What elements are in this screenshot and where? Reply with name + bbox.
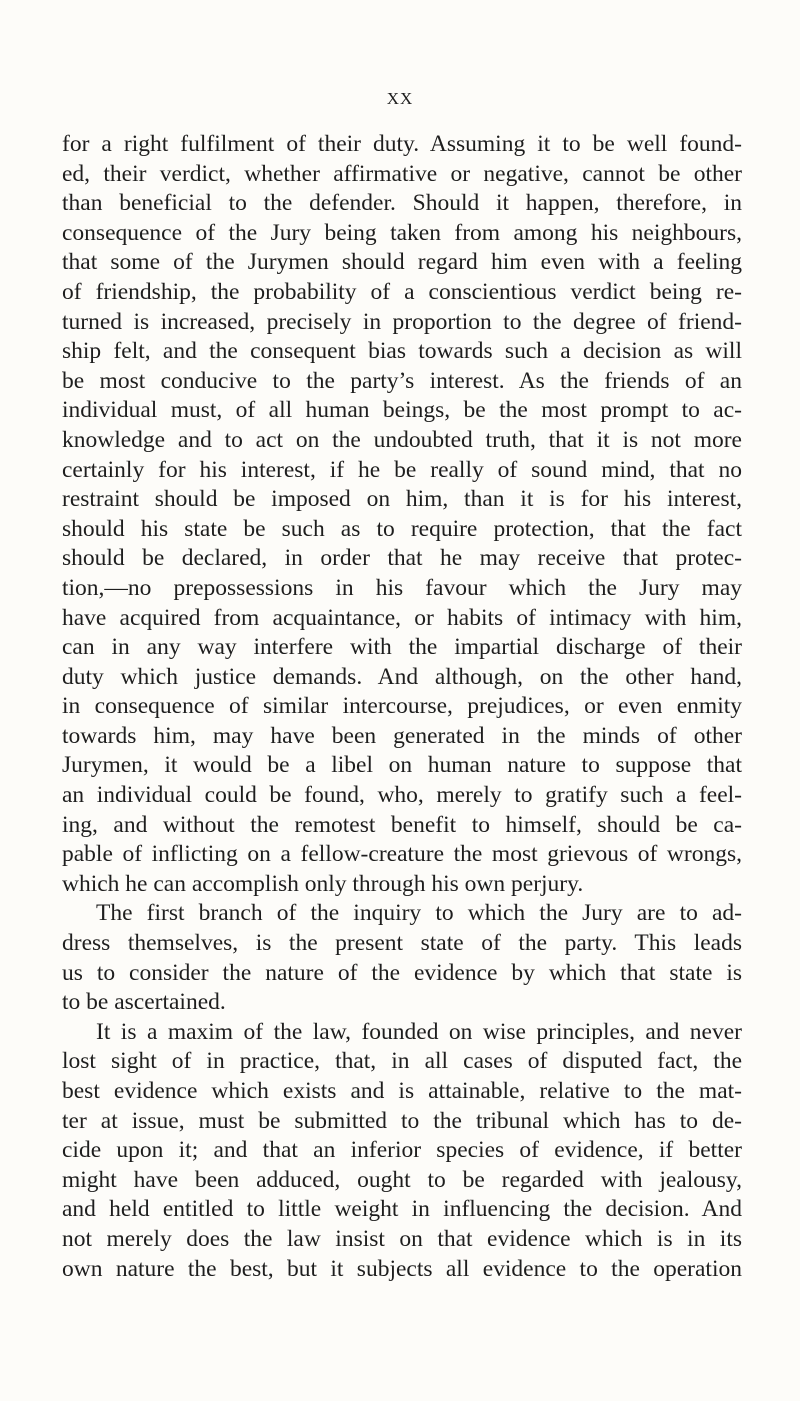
text-line: dress themselves, is the present state of the party. This leads [62,930,742,957]
text-line: duty which justice demands. And although, on the other hand, [62,663,742,690]
text-line: certainly for his interest, if he be really of sound mind, that no [62,456,742,483]
text-line: knowledge and to act on the undoubted truth, that it is not more [62,426,742,453]
text-line: ing, and without the remotest benefit to himself, should be ca- [62,811,742,838]
text-line: cide upon it; and that an inferior species of evidence, if better [62,1137,742,1164]
text-line: for a right fulfilment of their duty. Assuming it to be well found- [62,131,742,157]
text-line: Jurymen, it would be a libel on human nature to suppose that [62,752,742,779]
page-number: XX [386,89,414,108]
text-line: should his state be such as to require protection, that the fact [62,515,742,542]
text-line: individual must, of all human beings, be the most prompt to ac- [62,397,742,424]
text-line: consequence of the Jury being taken from among his neighbours, [62,219,742,246]
text-line: best evidence which exists and is attainable, relative to the mat- [62,1078,742,1104]
text-line: that some of the Jurymen should regard him even with a feeling [62,249,742,276]
text-line: ship felt, and the consequent bias towards such a decision as will [62,338,742,365]
text-line: towards him, may have been generated in the minds of other [62,722,742,749]
text-line: restraint should be imposed on him, than it is for his interest, [62,486,742,513]
text-line: to be ascertained. [62,989,226,1016]
text-line: own nature the best, but it subjects all evidence to the operation [62,1255,742,1282]
text-line: pable of inflicting on a fellow-creature the most grievous of wrongs, [62,841,742,868]
text-line: tion,—no prepossessions in his favour which the Jury may [62,574,742,601]
text-line: turned is increased, precisely in proportion to the degree of friend- [62,308,742,335]
text-line: and held entitled to little weight in influencing the decision. And [62,1196,742,1223]
text-line: It is a maxim of the law, founded on wise principles, and never [96,1018,742,1045]
text-line: an individual could be found, who, merely to gratify such a feel- [62,782,742,809]
text-line: ed, their verdict, whether affirmative or negative, cannot be other [62,160,742,187]
body-text [62,130,742,1284]
text-line: can in any way interfere with the impartial discharge of their [62,634,742,661]
text-line: than beneficial to the defender. Should it happen, therefore, in [62,190,742,217]
text-line: be most conducive to the party’s interest. As the friends of an [62,367,742,394]
text-line: might have been adduced, ought to be regarded with jealousy, [62,1166,742,1193]
text-line: us to consider the nature of the evidence by which that state is [62,959,742,986]
text-line: should be declared, in order that he may receive that protec- [62,545,742,572]
text-line: of friendship, the probability of a conscientious verdict being re- [62,278,742,305]
text-line: which he can accomplish only through his own perjury. [62,870,584,897]
text-line: not merely does the law insist on that evidence which is in its [62,1225,742,1252]
text-line: have acquired from acquaintance, or habits of intimacy with him, [62,604,742,631]
text-line: in consequence of similar intercourse, prejudices, or even enmity [62,693,742,720]
text-line: lost sight of in practice, that, in all cases of disputed fact, the [62,1048,742,1075]
text-line: ter at issue, must be submitted to the tribunal which has to de- [62,1107,742,1134]
text-line: The first branch of the inquiry to which the Jury are to ad- [96,900,742,927]
